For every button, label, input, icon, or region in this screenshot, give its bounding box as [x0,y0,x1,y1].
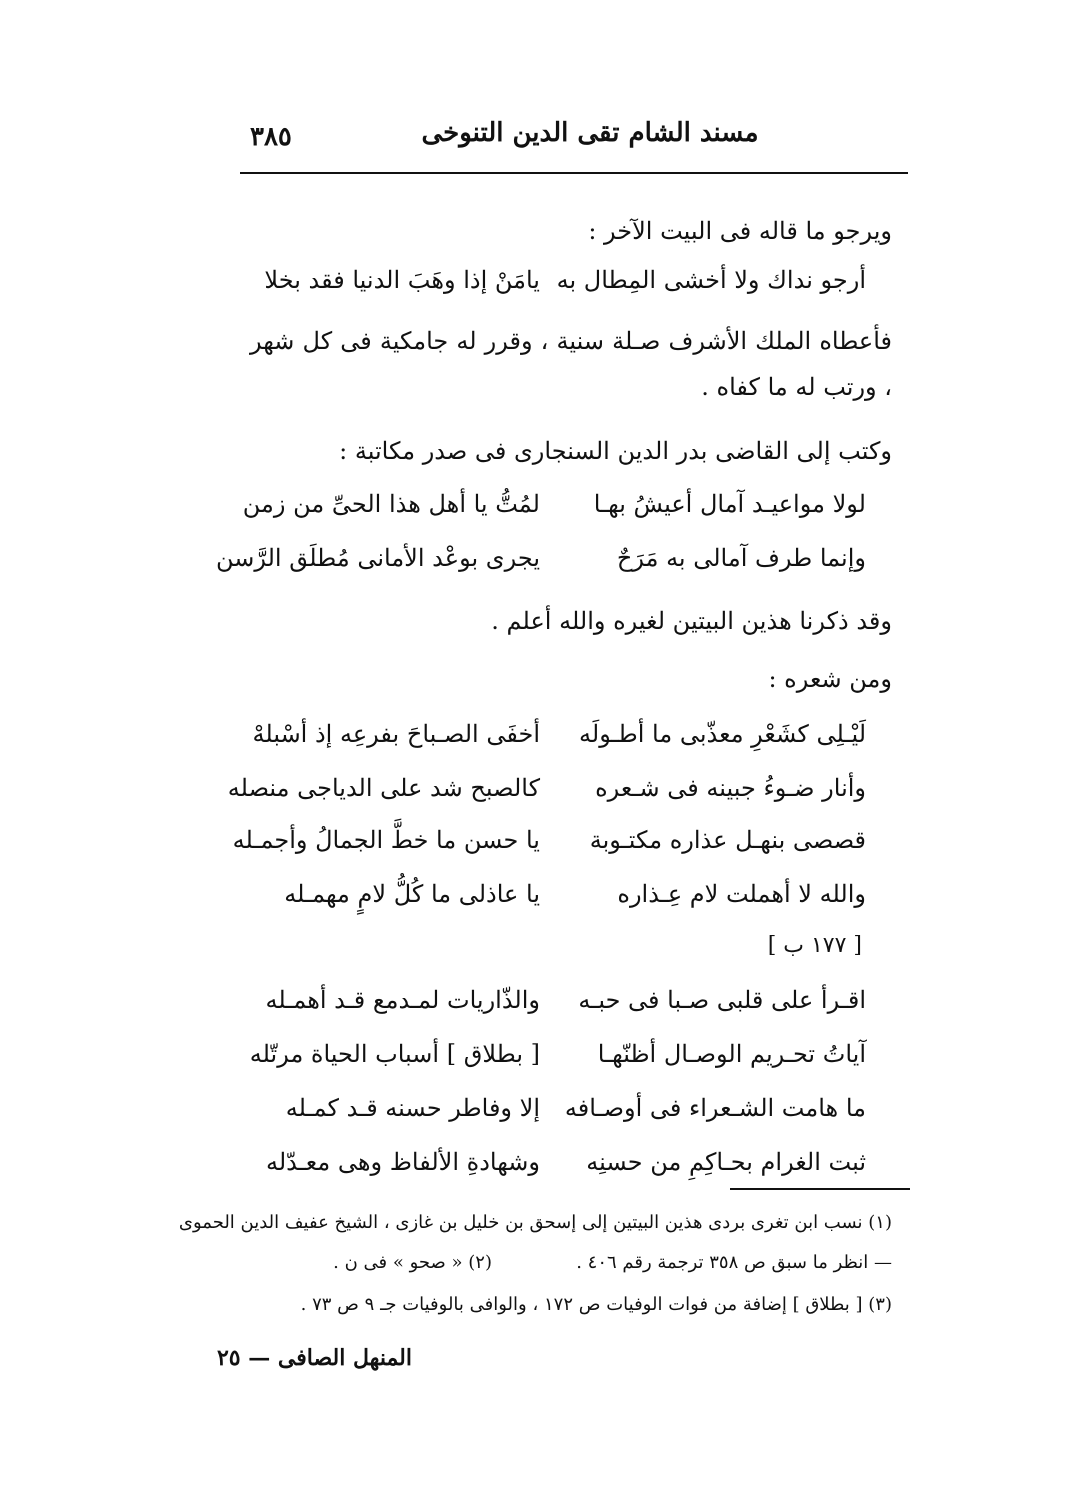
verse-first-hemistich: وإنما طرف آمالى به مَرَحٌ [616,544,866,572]
verse-second-hemistich: [ بطلاق ] أسباب الحياة مرتّله [249,1040,540,1068]
footnote-1-line2: — انظر ما سبق ص ٣٥٨ ترجمة رقم ٤٠٦ . [576,1252,892,1273]
paragraph-note: وقد ذكرنا هذين البيتين لغيره والله أعلم . [491,607,892,635]
verse-second-hemistich: أخفَى الصـباحَ بفرعِه إذ أسْبلهْ [252,720,540,748]
verse-line [250,712,890,756]
verse-second-hemistich: يا عاذلى ما كُلُّ لامٍ مهمـله [284,880,540,908]
verse-first-hemistich: آياتُ تحـريم الوصـال أظنّهـا [597,1040,866,1068]
verse-second-hemistich: كالصبح شد على الدياجى منصله [227,774,540,802]
verse-line [215,536,890,580]
verse-first-hemistich: ما هامت الشـعراء فى أوصـافه [564,1094,866,1122]
verse-second-hemistich: يامَنْ إذا وهَبَ الدنيا فقد بخلا [264,266,540,294]
footnote-2: (٢) « صحو » فى ن . [333,1252,492,1273]
verse-line [250,1032,890,1076]
page-number: ٣٨٥ [250,122,292,152]
paragraph-intro: ويرجو ما قاله فى البيت الآخر : [588,217,892,245]
footnote-rule [730,1188,910,1190]
paragraph-letter: وكتب إلى القاضى بدر الدين السنجارى فى صدر مكاتبة : [339,437,892,465]
paragraph-poetry-intro: ومن شعره : [768,665,892,693]
verse-line [250,1086,890,1130]
verse-line [250,1140,890,1184]
verse-line [232,818,890,862]
running-header-title: مسند الشام تقى الدين التنوخى [421,118,759,148]
verse-second-hemistich: وشهادةِ الألفاظ وهى معـدّله [265,1148,540,1176]
verse-first-hemistich: اقـرأ على قلبى صـبا فى حبـه [578,986,866,1014]
header-rule [240,172,908,174]
signature-line: المنهل الصافى — ٢٥ [216,1345,412,1371]
verse-first-hemistich: لولا مواعيـد آمال أعيشُ بهـا [593,490,866,518]
footnote-1-line1: (١) نسب ابن تغرى بردى هذين البيتين إلى إسحق بن خليل بن غازى ، الشيخ عفيف الدين الحموى [178,1212,892,1233]
verse-second-hemistich: لمُتُّ يا أهل هذا الحىِّ من زمن [242,490,540,518]
verse-first-hemistich: لَيْـلِى كشَعْرِ معذّبى ما أطـولَه [579,720,866,748]
folio-marker: [ ١٧٧ ب ] [767,933,862,958]
verse-first-hemistich: وأنار ضـوءُ جبينه فى شـعره [595,774,866,802]
verse-line [227,766,890,810]
verse-second-hemistich: يجرى بوعْد الأمانى مُطلَق الرَّسن [215,544,540,572]
verse-line [250,978,890,1022]
verse-second-hemistich: إلا وفاطر حسنه قـد كمـله [285,1094,540,1122]
verse-line [250,258,890,302]
verse-first-hemistich: قصصى بنهـل عذاره مكتـوبة [589,826,866,854]
footnote-3-text: (٣) [ بطلاق ] إضافة من فوات الوفيات ص ١٧٢ ، والوافى بالوفيات جـ ٩ ص ٧٣ . [300,1294,892,1315]
paragraph-gift: فأعطاه الملك الأشرف صـلة سنية ، وقرر له جامكية فى كل شهر ، ورتب له ما كفاه . [250,327,892,401]
verse-line [250,872,890,916]
verse-first-hemistich: والله لا أهملت لام عِـذاره [617,880,866,908]
verse-first-hemistich: ثبت الغرام بحـاكِمِ من حسنِه [586,1148,866,1176]
verse-line [242,482,890,526]
verse-first-hemistich: أرجو نداك ولا أخشى المِطال به [556,266,866,294]
verse-second-hemistich: يا حسن ما خطَّ الجمالُ وأجمـله [232,826,540,854]
verse-second-hemistich: والذّاريات لمـدمع قـد أهمـله [265,986,540,1014]
